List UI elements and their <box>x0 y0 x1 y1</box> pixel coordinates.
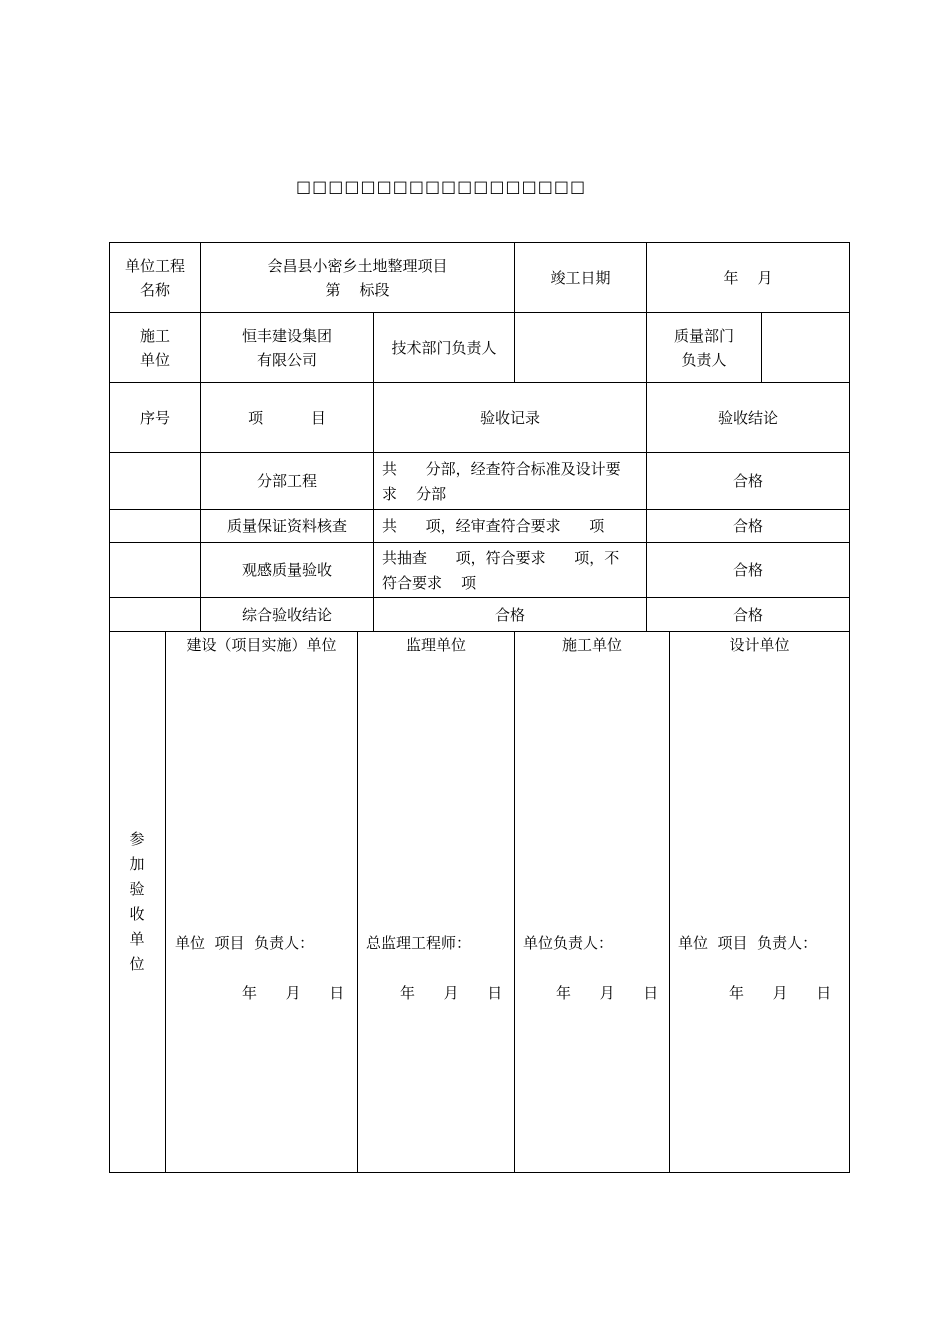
participant-date-designer: 年 月 日 <box>729 984 832 1002</box>
construction-unit-label: 施工 单位 <box>139 326 170 369</box>
header-seq: 序号 <box>139 408 170 427</box>
row-record-appearance-line1: 共抽查 项，符合要求 项，不 <box>382 549 620 567</box>
completion-date-value: 年 月 <box>723 268 773 287</box>
participant-title-supervisor: 监理单位 <box>405 636 466 654</box>
row-record-subdivision-line2: 求 分部 <box>382 485 447 503</box>
row-record-subdivision-line1: 共 分部，经查符合标准及设计要 <box>382 460 621 478</box>
participant-sign-owner: 单位 项目 负责人： <box>175 934 315 952</box>
header-record: 验收记录 <box>479 408 540 427</box>
row-item-overall: 综合验收结论 <box>241 605 332 624</box>
row-record-quality-docs: 共 项，经审查符合要求 项 <box>382 517 605 535</box>
participant-title-contractor: 施工单位 <box>561 636 622 654</box>
participants-side-label: 参 加 验 收 单 位 <box>129 830 145 973</box>
participant-date-supervisor: 年 月 日 <box>400 984 503 1002</box>
participant-date-contractor: 年 月 日 <box>556 984 659 1002</box>
participant-sign-designer: 单位 项目 负责人： <box>678 934 818 952</box>
participant-date-owner: 年 月 日 <box>242 984 345 1002</box>
row-item-appearance: 观感质量验收 <box>241 561 332 579</box>
participant-sign-contractor: 单位负责人： <box>523 934 614 952</box>
row-conclusion-subdivision: 合格 <box>732 472 763 490</box>
row-record-overall: 合格 <box>494 605 525 624</box>
unit-project-name-label: 单位工程 名称 <box>124 256 185 299</box>
tech-head-label: 技术部门负责人 <box>391 338 497 357</box>
document-title: □□□□□□□□□□□□□□□□□□ <box>296 177 587 196</box>
participant-title-designer: 设计单位 <box>729 636 790 654</box>
participant-sign-supervisor: 总监理工程师： <box>366 934 472 952</box>
row-conclusion-overall: 合格 <box>732 605 763 624</box>
project-name-value: 会昌县小密乡土地整理项目 第 标段 <box>267 256 448 299</box>
header-conclusion: 验收结论 <box>717 408 778 427</box>
row-record-appearance-line2: 符合要求 项 <box>382 574 477 592</box>
row-conclusion-quality-docs: 合格 <box>732 517 763 535</box>
row-item-subdivision: 分部工程 <box>256 472 317 490</box>
tech-head-value <box>515 313 646 382</box>
participant-title-owner: 建设（项目实施）单位 <box>186 636 337 654</box>
header-item: 项 目 <box>248 408 326 427</box>
construction-unit-value: 恒丰建设集团 有限公司 <box>241 326 332 369</box>
row-conclusion-appearance: 合格 <box>732 561 763 579</box>
quality-head-value <box>762 313 849 382</box>
quality-head-label: 质量部门 负责人 <box>673 326 734 369</box>
row-item-quality-docs: 质量保证资料核查 <box>226 517 347 535</box>
completion-date-label: 竣工日期 <box>550 268 611 287</box>
